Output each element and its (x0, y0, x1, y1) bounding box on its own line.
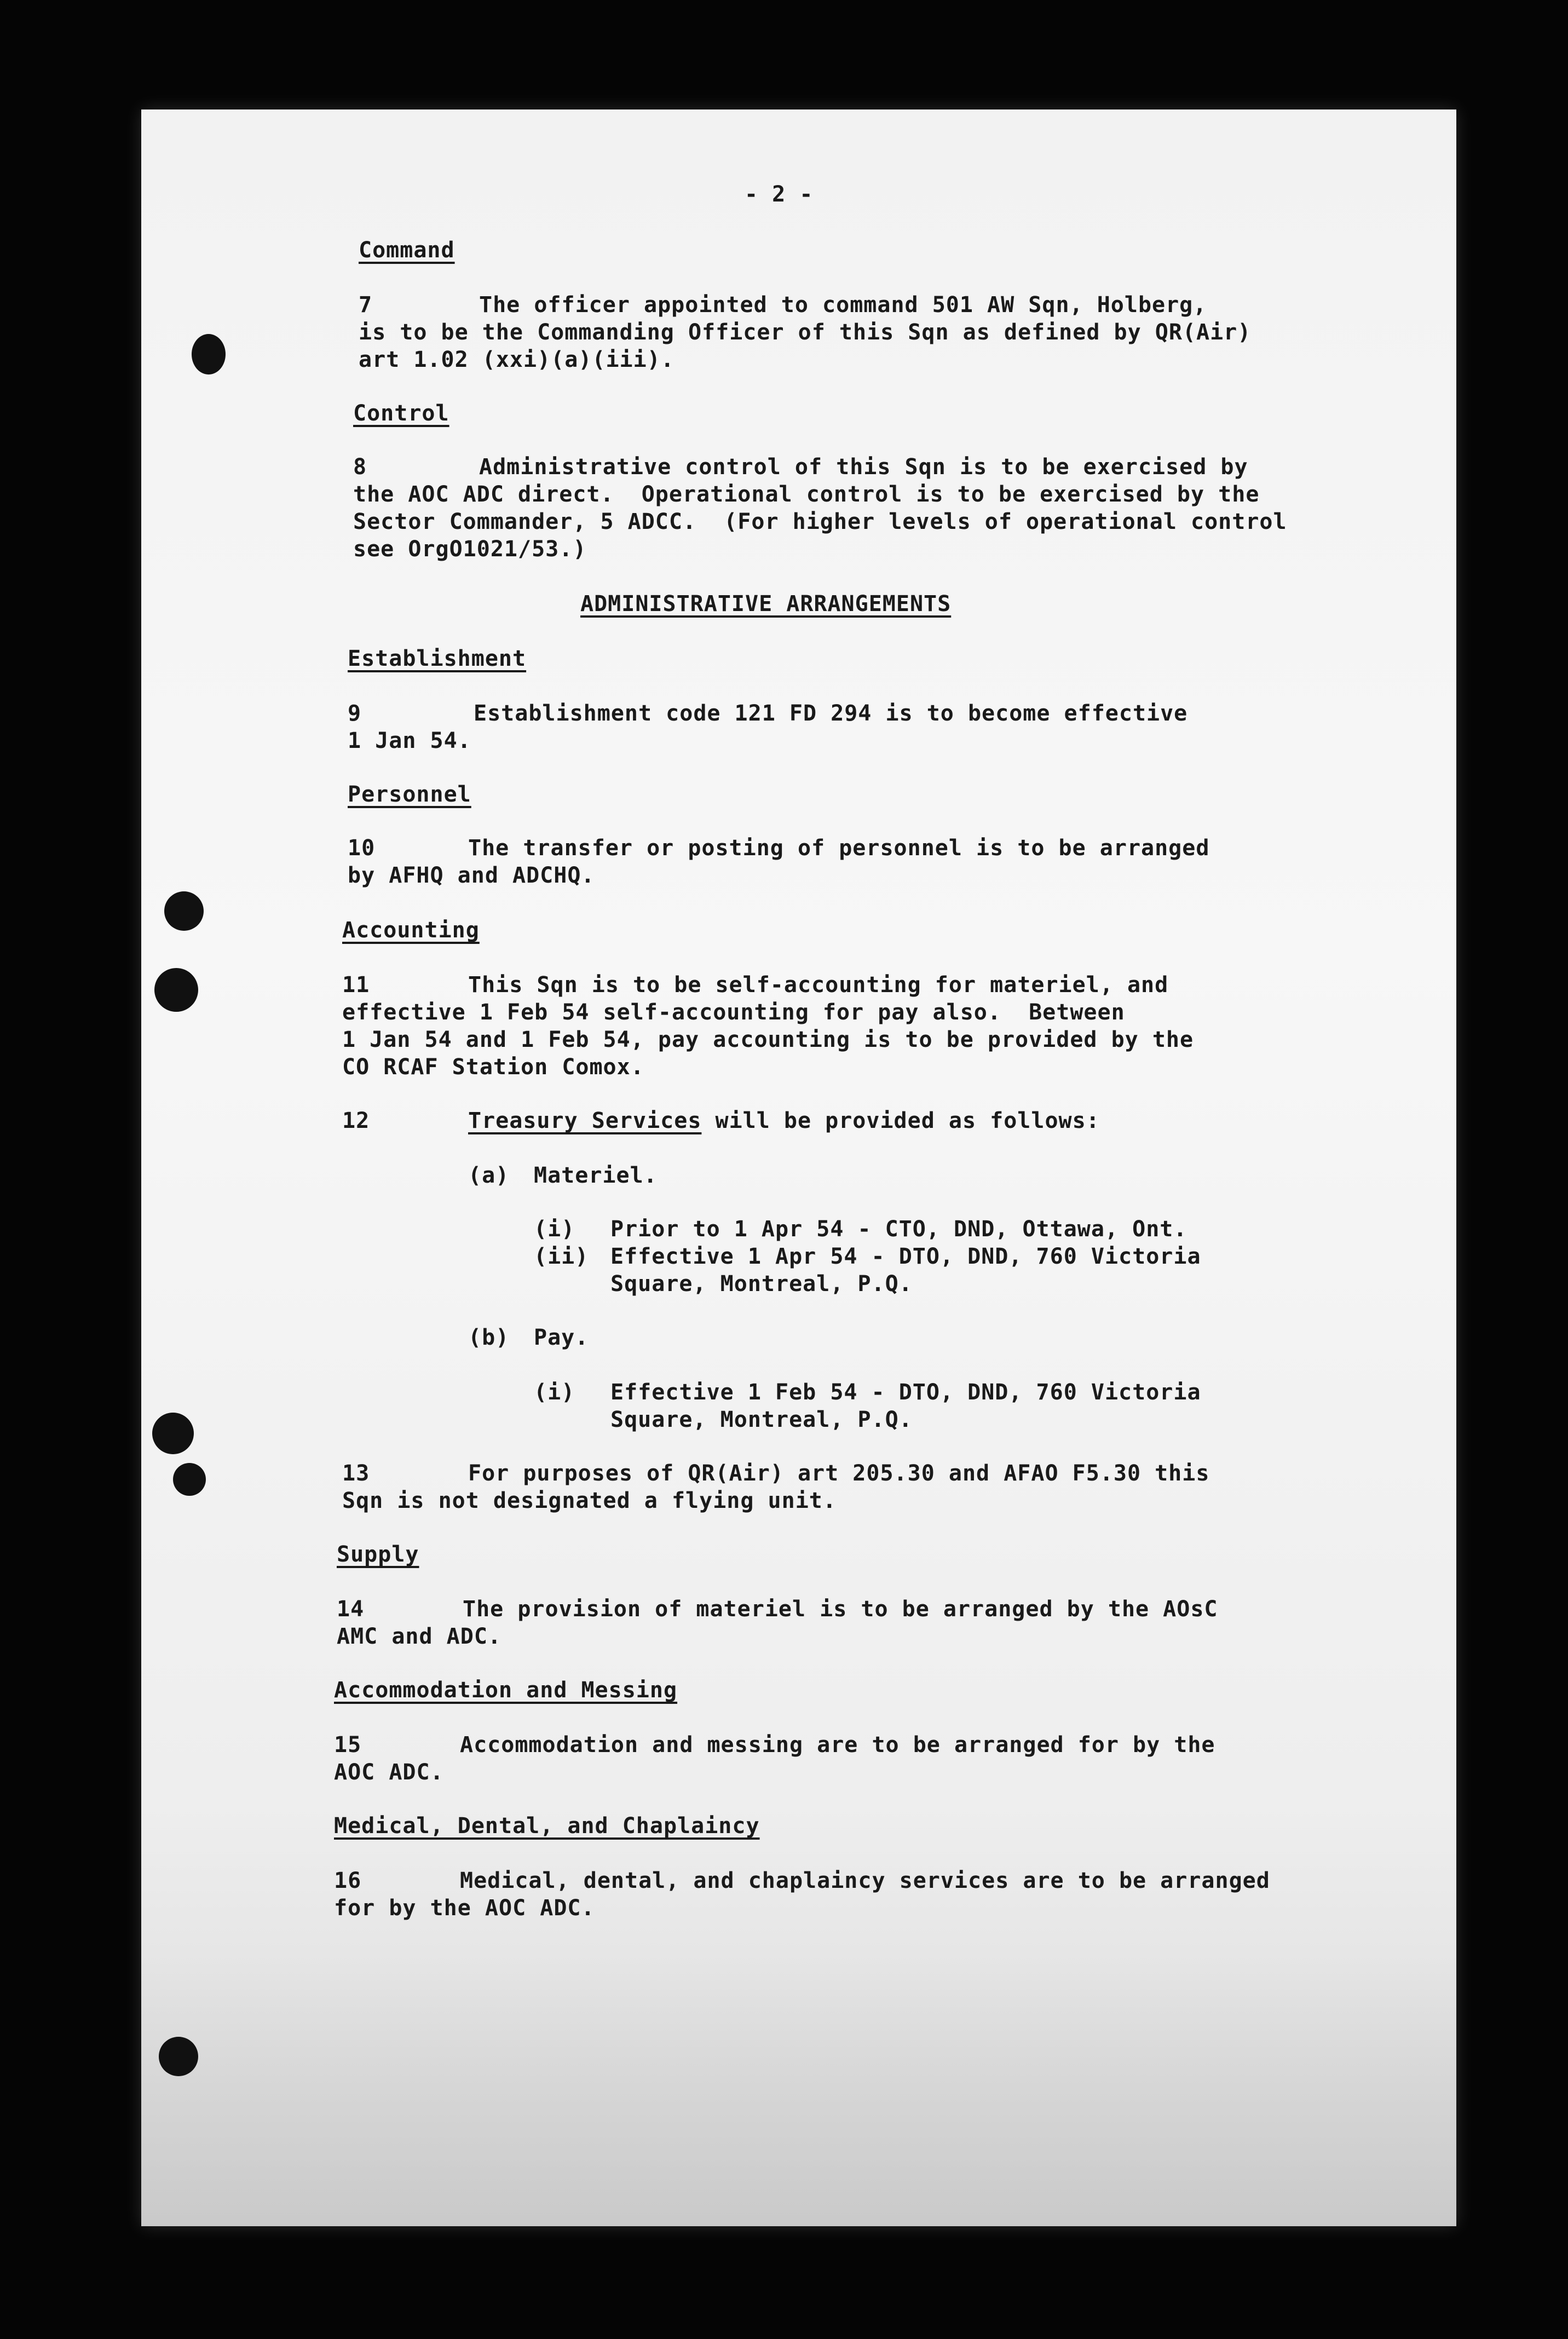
para-7-number: 7 (359, 292, 373, 318)
para-9-line-2: 1 Jan 54. (348, 728, 471, 753)
para-15-line-1: Accommodation and messing are to be arranged for by the (460, 1732, 1215, 1758)
punch-hole (173, 1463, 206, 1496)
heading-supply: Supply (337, 1542, 419, 1567)
heading-control: Control (353, 401, 449, 426)
punch-hole (152, 1413, 194, 1454)
heading-establishment: Establishment (348, 646, 527, 671)
heading-personnel: Personnel (348, 782, 471, 807)
para-15-line-2: AOC ADC. (334, 1760, 444, 1785)
para-11-line-1: This Sqn is to be self-accounting for materiel, and (468, 972, 1169, 998)
heading-accounting: Accounting (342, 918, 480, 943)
para-12-b-i-line-2: Square, Montreal, P.Q. (610, 1407, 913, 1432)
document-page (141, 110, 1456, 2226)
para-12-a-i-text: Prior to 1 Apr 54 - CTO, DND, Ottawa, Ont. (610, 1217, 1187, 1242)
para-12-a-ii-line-1: Effective 1 Apr 54 - DTO, DND, 760 Victoria (610, 1244, 1201, 1269)
para-11-line-2: effective 1 Feb 54 self-accounting for pay also. Between (342, 1000, 1125, 1025)
para-12-b-label: (b) (468, 1325, 510, 1350)
para-13-line-1: For purposes of QR(Air) art 205.30 and AFAO F5.30 this (468, 1461, 1210, 1486)
para-9-number: 9 (348, 701, 362, 726)
punch-hole (159, 2037, 198, 2076)
heading-accommodation-and-messing: Accommodation and Messing (334, 1678, 678, 1703)
para-10-line-2: by AFHQ and ADCHQ. (348, 863, 595, 888)
para-8-line-3: Sector Commander, 5 ADCC. (For higher levels of operational control (353, 509, 1287, 534)
para-12-b-i-label: (i) (534, 1380, 575, 1405)
para-12-a-i-label: (i) (534, 1217, 575, 1242)
para-10-line-1: The transfer or posting of personnel is to be arranged (468, 836, 1210, 861)
para-12-b-text: Pay. (534, 1325, 589, 1350)
punch-hole (164, 891, 204, 931)
page-number: - 2 - (745, 182, 814, 207)
para-14-line-2: AMC and ADC. (337, 1624, 501, 1649)
para-7-line-2: is to be the Commanding Officer of this Sqn as defined by QR(Air) (359, 320, 1252, 345)
heading-command: Command (359, 238, 455, 263)
para-14-line-1: The provision of materiel is to be arranged by the AOsC (463, 1597, 1218, 1622)
para-12-a-label: (a) (468, 1163, 510, 1188)
para-12-rest: will be provided as follows: (701, 1108, 1100, 1133)
para-11-number: 11 (342, 972, 370, 998)
para-13-line-2: Sqn is not designated a flying unit. (342, 1488, 837, 1513)
para-12-a-ii-label: (ii) (534, 1244, 589, 1269)
para-15-number: 15 (334, 1732, 362, 1758)
para-7-line-1: The officer appointed to command 501 AW Sqn, Holberg, (479, 292, 1207, 318)
para-12-line-1 (468, 1107, 1100, 1134)
para-9-line-1: Establishment code 121 FD 294 is to become effective (474, 701, 1188, 726)
para-12-b-i-line-1: Effective 1 Feb 54 - DTO, DND, 760 Victoria (610, 1380, 1201, 1405)
heading-medical-dental-chaplaincy: Medical, Dental, and Chaplaincy (334, 1813, 760, 1839)
punch-hole-mark (192, 334, 226, 375)
para-8-line-4: see OrgO1021/53.) (353, 537, 587, 562)
para-16-line-2: for by the AOC ADC. (334, 1896, 595, 1921)
para-14-number: 14 (337, 1597, 365, 1622)
para-8-number: 8 (353, 454, 367, 480)
treasury-services-label: Treasury Services (468, 1108, 702, 1133)
para-12-number: 12 (342, 1108, 370, 1133)
punch-hole (154, 968, 198, 1012)
para-11-line-4: CO RCAF Station Comox. (342, 1055, 644, 1080)
para-13-number: 13 (342, 1461, 370, 1486)
para-8-line-1: Administrative control of this Sqn is to be exercised by (479, 454, 1248, 480)
para-12-a-text: Materiel. (534, 1163, 658, 1188)
section-title-administrative-arrangements: ADMINISTRATIVE ARRANGEMENTS (580, 591, 952, 617)
para-10-number: 10 (348, 836, 376, 861)
para-7-line-3: art 1.02 (xxi)(a)(iii). (359, 347, 675, 372)
para-16-number: 16 (334, 1868, 362, 1893)
para-12-a-ii-line-2: Square, Montreal, P.Q. (610, 1271, 913, 1297)
para-11-line-3: 1 Jan 54 and 1 Feb 54, pay accounting is to be provided by the (342, 1027, 1194, 1052)
para-8-line-2: the AOC ADC direct. Operational control is to be exercised by the (353, 482, 1260, 507)
para-16-line-1: Medical, dental, and chaplaincy services are to be arranged (460, 1868, 1270, 1893)
